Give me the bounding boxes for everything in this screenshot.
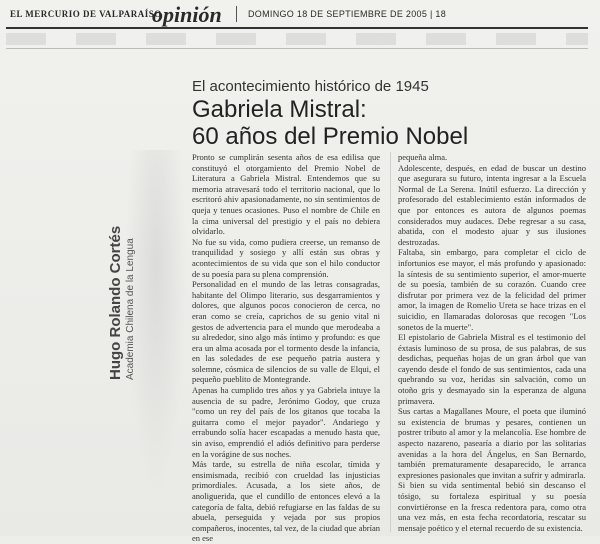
headline-line: 60 años del Premio Nobel (192, 123, 469, 150)
section-title: opinión (152, 2, 222, 27)
column-divider (390, 152, 391, 532)
paragraph: Sus cartas a Magallanes Moure, el poeta que iluminó su existencia de brumas y pesares, contienen un postrer tributo al amor y la melancolía. Ese hombre de aspecto nazareno, pasearía a diario por las solitarias avenidas a la hora del Ángelus, en San Bernardo, también prematuramente desaparecido, le arranca expresiones pasionales que invitan a sufrir y admirarla. (398, 406, 586, 480)
headline-line: Gabriela Mistral: (192, 96, 367, 123)
paragraph: Adolescente, después, en edad de buscar un destino que asegurara su futuro, intenta ingresar a la Escuela Normal de La Serena. Inútil esfuerzo. La dirección y profesorado del establecimiento están informados de que por entonces es autora de algunos poemas considerados muy audaces. Debe regresar a su casa, abatida, con el modesto ajuar y sus ilusiones destrozadas. (398, 162, 586, 247)
header-divider (236, 6, 237, 22)
paragraph: No fue su vida, como pudiera creerse, un remanso de tranquilidad y sosiego y allí están sus obras y acontecimientos de su vida que son el hilo conductor de su poesía para su plena comprensión. (192, 236, 380, 279)
author-byline (107, 226, 136, 380)
author-affiliation: Academia Chilena de la Lengua (125, 238, 136, 380)
article-column-1 (192, 152, 380, 544)
paragraph: pequeña alma. (398, 152, 448, 162)
paragraph: Más tarde, su estrella de niña escolar, tímida y ensimismada, recibió con crueldad las injusticias primordiales. Acusada, a los siete años, de anoliguerida, que el cundillo de entonces elevó a la categoría de falta, debió refugiarse en las faldas de su abuela, perseguida y vejada por sus propios compañeros, inocentes, tal vez, de la ciudad que abrían en ese (192, 459, 380, 544)
paragraph: Personalidad en el mundo de las letras consagradas, habitante del Olimpo literario, sus desgarramientos y dolores, que algunos pocos conocieron de cerca, no eran como se creía, caprichos de su genio vital ni gestos de advertencia para el mundo que merodeaba a su alrededor, sino algo más íntimo y profundo: es que era un alma acosada por el tormento desde la infancia, en las soledades de ese pequeño patria austera y solemne, cósmica de silencios de su valle de Elqui, el pequeño pueblito de Montegrande. (192, 279, 380, 385)
newspaper-name: EL MERCURIO DE VALPARAÍSO (10, 9, 162, 19)
article-column-2 (398, 152, 586, 532)
author-name: Hugo Rolando Cortés (107, 225, 124, 380)
article-kicker: El acontecimiento histórico de 1945 (192, 78, 429, 95)
paragraph: Si bien su vida sentimental bebió sin descanso el tósigo, su fortaleza espiritual y su poesía convirtiéronse en la fresca redentora para, como otra una vez más, en esta fecha recordatoria, rescatar su mensaje poético y el eternal recuerdo de su existencia. (398, 480, 586, 533)
paragraph: El epistolario de Gabriela Mistral es el testimonio del éxtasis luminoso de su prosa, de sus palabras, de sus desdichas, pequeñas hojas de un gran árbol que van cayendo desde el fondo de sus sentimientos, cada una quebrando su voz, heridas sin salvación, como un otoño gris y desmayado sin la esperanza de alguna primavera. (398, 332, 586, 406)
header-rule-secondary (6, 48, 588, 49)
article-headline (192, 96, 468, 150)
faded-header-strip (6, 33, 588, 45)
paragraph: Faltaba, sin embargo, para completar el ciclo de infortunios ese mayor, el más profundo y apasionado: la síntesis de su sentimiento superior, el amor-muerte de su poesía, también de su corazón. Cuando cree disfrutar por primera vez de la felicidad del primer amor, la imagen de Romelio Ureta se hace trizas en el suicidio, en llamaradas dolorosas que recogen "Los sonetos de la muerte". (398, 247, 586, 332)
header-rule (6, 27, 588, 29)
paragraph: Pronto se cumplirán sesenta años de esa edilisa que constituyó el otorgamiento del Premio Nobel de Literatura a Gabriela Mistral. Entendemos que su memoria atravesará todo el territorio nacional, que lo escritoró ahiv apasionadamente, no sin sentimientos de queja y tenues ocasiones. Puso el nombre de Chile en la cima universal del prestigio y el país no debiera olvidarlo. (192, 152, 380, 237)
issue-date: DOMINGO 18 DE SEPTIEMBRE DE 2005 | 18 (248, 9, 446, 19)
paragraph: Apenas ha cumplido tres años y ya Gabriela intuye la ausencia de su padre, Jerónimo Godoy, que cruza "como un rey del país de los gitanos que tocaba la guitarra como el mejor payador". Andariego y errabundo solía hacer escapadas a menudo hasta que, sin aviso, emprendió el adiós definitivo para perderse en la vorágine de sus noches. (192, 385, 380, 459)
